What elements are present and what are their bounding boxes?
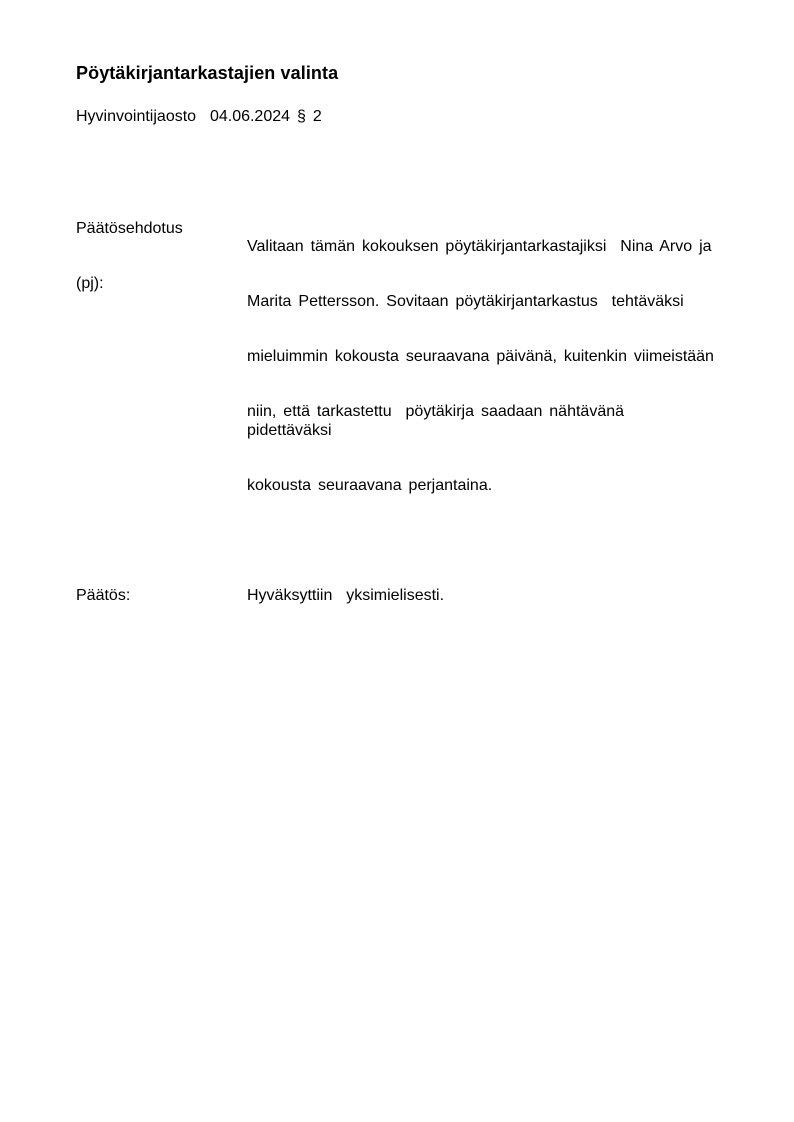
decision-text: Hyväksyttiin yksimielisesti. (247, 586, 445, 604)
proposal-text-line: Valitaan tämän kokouksen pöytäkirjantarkastajiksi Nina Arvo ja (247, 238, 712, 256)
proposal-text-line: Marita Pettersson. Sovitaan pöytäkirjantarkastus tehtäväksi (247, 293, 684, 311)
decision-proposal-section (76, 183, 718, 531)
decision-label: Päätös: (76, 586, 131, 604)
decision-proposal-text (247, 183, 718, 531)
document-title: Pöytäkirjantarkastajien valinta (76, 63, 339, 83)
decision-section (76, 550, 718, 642)
proposal-text-line: kokousta seuraavana perjantaina. (247, 476, 493, 494)
decision-proposal-label-line2: (pj): (76, 274, 104, 292)
proposal-text-line: niin, että tarkastettu pöytäkirja saadaan nähtävänä pidettäväksi (247, 403, 638, 439)
proposal-text-line: mieluimmin kokousta seuraavana päivänä, kuitenkin viimeistään (247, 348, 714, 366)
decision-proposal-label (76, 183, 247, 330)
committee-date-line: Hyvinvointijaosto 04.06.2024 § 2 (76, 108, 322, 125)
decision-proposal-label-line1: Päätösehdotus (76, 219, 183, 237)
